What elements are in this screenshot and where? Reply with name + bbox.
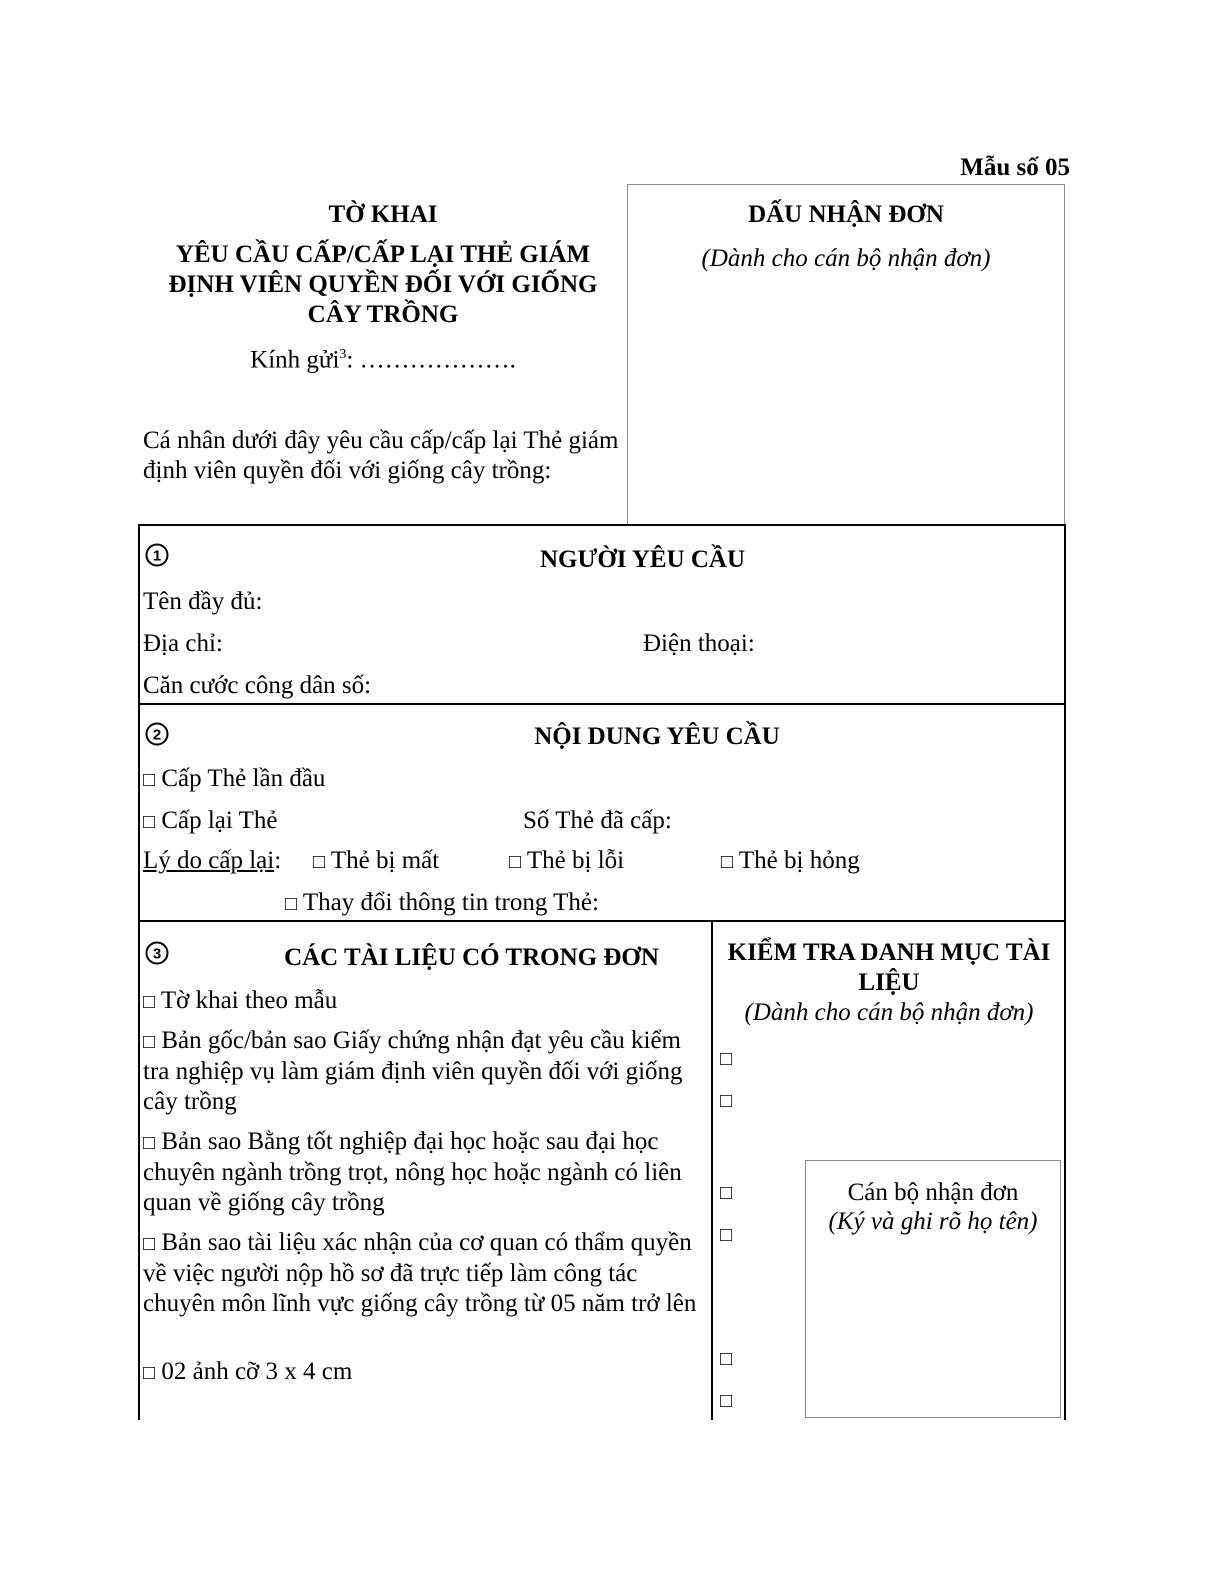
- recipient-value[interactable]: : ……………….: [346, 346, 516, 374]
- first-issue-label: Cấp Thẻ lần đầu: [161, 765, 326, 792]
- checklist-checkbox-icon[interactable]: □: [720, 1182, 733, 1204]
- checklist-checkbox-icon[interactable]: □: [720, 1048, 733, 1070]
- section-title-requester: NGƯỜI YÊU CẦU: [539, 546, 746, 573]
- phone-field[interactable]: Điện thoại:: [643, 630, 755, 657]
- reissue-reason-label: [143, 846, 281, 876]
- checkbox-icon[interactable]: □: [285, 893, 298, 915]
- checklist-checkbox-icon[interactable]: □: [720, 1390, 733, 1412]
- document-item[interactable]: [143, 986, 337, 1017]
- document-title: TỜ KHAI: [328, 201, 438, 228]
- reissue-option[interactable]: [143, 806, 278, 837]
- section-divider: [138, 703, 1066, 705]
- section-title-documents: CÁC TÀI LIỆU CÓ TRONG ĐƠN: [284, 944, 659, 971]
- change-info-label: Thay đổi thông tin trong Thẻ:: [302, 889, 599, 916]
- checklist-checkbox-icon[interactable]: □: [720, 1224, 733, 1246]
- document-subtitle: YÊU CẦU CẤP/CẤP LẠI THẺ GIÁM ĐỊNH VIÊN QUYỀN ĐỐI VỚI GIỐNG CÂY TRỒNG: [168, 241, 598, 328]
- reason-error-option[interactable]: [509, 846, 624, 877]
- reason-lost-option[interactable]: [313, 846, 439, 877]
- reason-lost-label: Thẻ bị mất: [330, 847, 440, 874]
- footnote-marker: 3: [339, 347, 347, 362]
- first-issue-option[interactable]: [143, 764, 325, 795]
- document-label: Bản gốc/bản sao Giấy chứng nhận đạt yêu cầu kiểm tra nghiệp vụ làm giám định viên quyền đối với giống cây trồng: [143, 1027, 683, 1115]
- signature-note: (Ký và ghi rõ họ tên): [828, 1208, 1038, 1235]
- reason-label: Lý do cấp lại: [143, 847, 275, 874]
- title-block: [140, 200, 626, 375]
- checklist-title: KIỂM TRA DANH MỤC TÀI LIỆU: [727, 939, 1051, 996]
- column-divider: [711, 920, 713, 1420]
- reissue-label: Cấp lại Thẻ: [161, 807, 278, 834]
- recipient-label: Kính gửi: [250, 346, 340, 374]
- reason-damaged-label: Thẻ bị hỏng: [738, 847, 860, 874]
- address-field[interactable]: Địa chỉ:: [143, 630, 223, 657]
- document-label: Bản sao Bằng tốt nghiệp đại học hoặc sau đại học chuyên ngành trồng trọt, nông học hoặc ngành có liên quan về giống cây trồng: [143, 1128, 682, 1216]
- checkbox-icon[interactable]: □: [143, 991, 156, 1013]
- section-title-request-content: NỘI DUNG YÊU CẦU: [534, 723, 780, 750]
- checkbox-icon[interactable]: □: [143, 1233, 156, 1255]
- checkbox-icon[interactable]: □: [143, 1132, 156, 1154]
- checklist-checkbox-icon[interactable]: □: [720, 1090, 733, 1112]
- checkbox-icon[interactable]: □: [143, 811, 156, 833]
- document-label: 02 ảnh cỡ 3 x 4 cm: [161, 1358, 353, 1385]
- checklist-checkbox-icon[interactable]: □: [720, 1348, 733, 1370]
- document-label: Tờ khai theo mẫu: [160, 987, 338, 1014]
- reason-error-label: Thẻ bị lỗi: [526, 847, 625, 874]
- number-2-icon: [145, 722, 169, 746]
- checkbox-icon[interactable]: □: [143, 1031, 156, 1053]
- full-name-field[interactable]: Tên đầy đủ:: [143, 588, 263, 615]
- document-item[interactable]: [143, 1026, 708, 1117]
- signature-label: Cán bộ nhận đơn: [847, 1179, 1019, 1206]
- form-number: Mẫu số 05: [960, 154, 1070, 181]
- recipient-line: [140, 340, 626, 375]
- reason-colon: :: [274, 847, 282, 874]
- checklist-note: (Dành cho cán bộ nhận đơn): [744, 999, 1034, 1026]
- checkbox-icon[interactable]: □: [721, 851, 734, 873]
- document-label: Bản sao tài liệu xác nhận của cơ quan có thẩm quyền về việc người nộp hồ sơ đã trực tiếp làm công tác chuyên môn lĩnh vực giống cây trồng từ 05 năm trở lên: [143, 1229, 697, 1317]
- svg-text:2: 2: [152, 726, 162, 744]
- intro-text: Cá nhân dưới đây yêu cầu cấp/cấp lại Thẻ giám định viên quyền đối với giống cây trồng:: [143, 427, 619, 484]
- number-1-icon: [145, 543, 169, 567]
- document-item[interactable]: [143, 1127, 708, 1218]
- svg-text:1: 1: [152, 547, 162, 565]
- section-divider: [138, 920, 1066, 922]
- reason-damaged-option[interactable]: [721, 846, 860, 877]
- document-item[interactable]: [143, 1357, 352, 1388]
- citizen-id-field[interactable]: Căn cước công dân số:: [143, 672, 372, 699]
- svg-text:3: 3: [152, 945, 162, 963]
- change-info-option[interactable]: [285, 888, 599, 919]
- stamp-note: (Dành cho cán bộ nhận đơn): [701, 245, 991, 272]
- issued-card-number-field[interactable]: Số Thẻ đã cấp:: [523, 807, 672, 834]
- checkbox-icon[interactable]: □: [143, 769, 156, 791]
- checkbox-icon[interactable]: □: [143, 1362, 156, 1384]
- document-item[interactable]: [143, 1228, 698, 1319]
- checkbox-icon[interactable]: □: [509, 851, 522, 873]
- stamp-title: DẤU NHẬN ĐƠN: [748, 201, 944, 228]
- number-3-icon: [145, 941, 169, 965]
- stamp-box: [627, 184, 1065, 525]
- checkbox-icon[interactable]: □: [313, 851, 326, 873]
